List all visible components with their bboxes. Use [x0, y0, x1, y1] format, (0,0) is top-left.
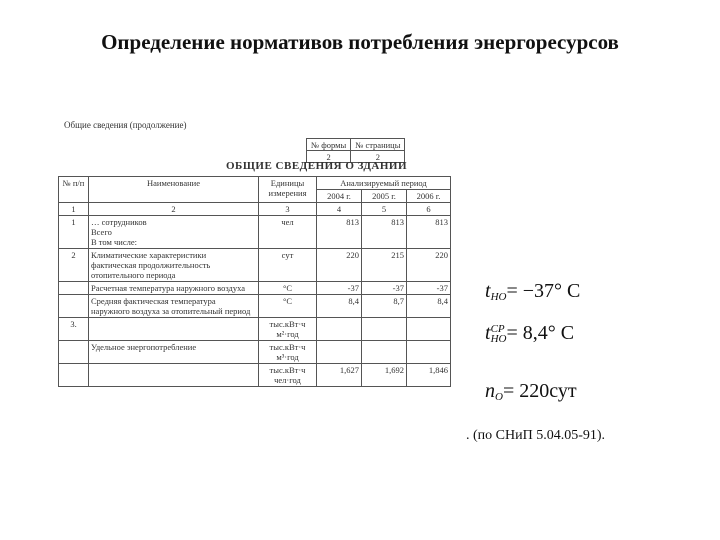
form-number-header: № формы: [307, 139, 351, 151]
table-row: [59, 364, 451, 387]
formula-rhs: = 220сут: [502, 380, 577, 402]
row-number: 1: [59, 216, 89, 249]
col-number: 2: [89, 203, 259, 216]
row-value: [362, 341, 407, 364]
row-value: 1,692: [362, 364, 407, 387]
table-body: [59, 216, 451, 387]
formula-sub: НО: [490, 291, 507, 304]
table-row: [59, 249, 451, 282]
row-number: [59, 364, 89, 387]
row-value: [407, 318, 451, 341]
formula-var: t: [485, 280, 491, 302]
col-number: 5: [362, 203, 407, 216]
table-row: [59, 216, 451, 249]
table-row: [59, 282, 451, 295]
row-number: [59, 341, 89, 364]
row-name: Удельное энергопотребление: [89, 341, 259, 364]
formula-sub: НО: [490, 333, 507, 346]
col-header-year: 2006 г.: [407, 190, 451, 203]
row-unit: тыс.кВт·ч м²·год: [259, 318, 317, 341]
row-name: Климатические характеристики фактическая продолжительность отопительного периода: [89, 249, 259, 282]
row-number: 2: [59, 249, 89, 282]
row-unit: тыс.кВт·ч чел·год: [259, 364, 317, 387]
table-row: [59, 318, 451, 341]
formula-rhs: = −37° C: [506, 280, 581, 302]
column-number-row: [59, 203, 451, 216]
formula-design-temp: [485, 280, 580, 303]
row-value: [317, 341, 362, 364]
row-value: 220: [407, 249, 451, 282]
row-value: [362, 318, 407, 341]
row-value: 813: [407, 216, 451, 249]
formula-var: t: [485, 322, 491, 344]
formula-sub: О: [495, 391, 503, 404]
form-heading: ОБЩИЕ СВЕДЕНИЯ О ЗДАНИИ: [226, 160, 408, 172]
row-value: 8,4: [407, 295, 451, 318]
row-unit: °С: [259, 295, 317, 318]
row-number: [59, 282, 89, 295]
row-value: -37: [362, 282, 407, 295]
row-value: 1,627: [317, 364, 362, 387]
col-number: 4: [317, 203, 362, 216]
row-value: [317, 318, 362, 341]
page-number-value: 2: [351, 151, 405, 163]
row-value: -37: [317, 282, 362, 295]
col-header-name: Наименование: [89, 177, 259, 203]
col-header-period: Анализируемый период: [317, 177, 451, 190]
formula-rhs: = 8,4° C: [506, 322, 575, 344]
row-name: [89, 318, 259, 341]
table-row: [59, 341, 451, 364]
formula-var: n: [485, 380, 495, 402]
row-name: … сотрудников Всего В том числе:: [89, 216, 259, 249]
row-value: -37: [407, 282, 451, 295]
row-value: 8,7: [362, 295, 407, 318]
row-unit: °С: [259, 282, 317, 295]
row-number: 3.: [59, 318, 89, 341]
row-value: 8,4: [317, 295, 362, 318]
row-name: Расчетная температура наружного воздуха: [89, 282, 259, 295]
row-value: 220: [317, 249, 362, 282]
formula-sup: СР: [490, 323, 505, 336]
row-value: 813: [317, 216, 362, 249]
row-value: 1,846: [407, 364, 451, 387]
page-title: Определение нормативов потребления энергоресурсов: [101, 30, 619, 54]
col-header-year: 2004 г.: [317, 190, 362, 203]
row-name: [89, 364, 259, 387]
formula-duration: [485, 380, 577, 403]
page-number-header: № страницы: [351, 139, 405, 151]
col-header-year: 2005 г.: [362, 190, 407, 203]
row-name: Средняя фактическая температура наружного воздуха за отопительный период: [89, 295, 259, 318]
col-header-num: № п/п: [59, 177, 89, 203]
row-number: [59, 295, 89, 318]
row-unit: сут: [259, 249, 317, 282]
form-number-value: 2: [307, 151, 351, 163]
col-number: 1: [59, 203, 89, 216]
row-value: 813: [362, 216, 407, 249]
building-info-table: [58, 176, 451, 387]
table-header-row: [59, 177, 451, 190]
row-unit: чел: [259, 216, 317, 249]
table-row: [59, 295, 451, 318]
row-value: [407, 341, 451, 364]
snip-reference: . (по СНиП 5.04.05-91).: [466, 428, 606, 443]
col-number: 3: [259, 203, 317, 216]
row-unit: тыс.кВт·ч м³·год: [259, 341, 317, 364]
formula-avg-temp: [485, 322, 574, 345]
col-header-units: Единицы измерения: [259, 177, 317, 203]
col-number: 6: [407, 203, 451, 216]
row-value: 215: [362, 249, 407, 282]
form-note: Общие сведения (продолжение): [64, 120, 187, 130]
